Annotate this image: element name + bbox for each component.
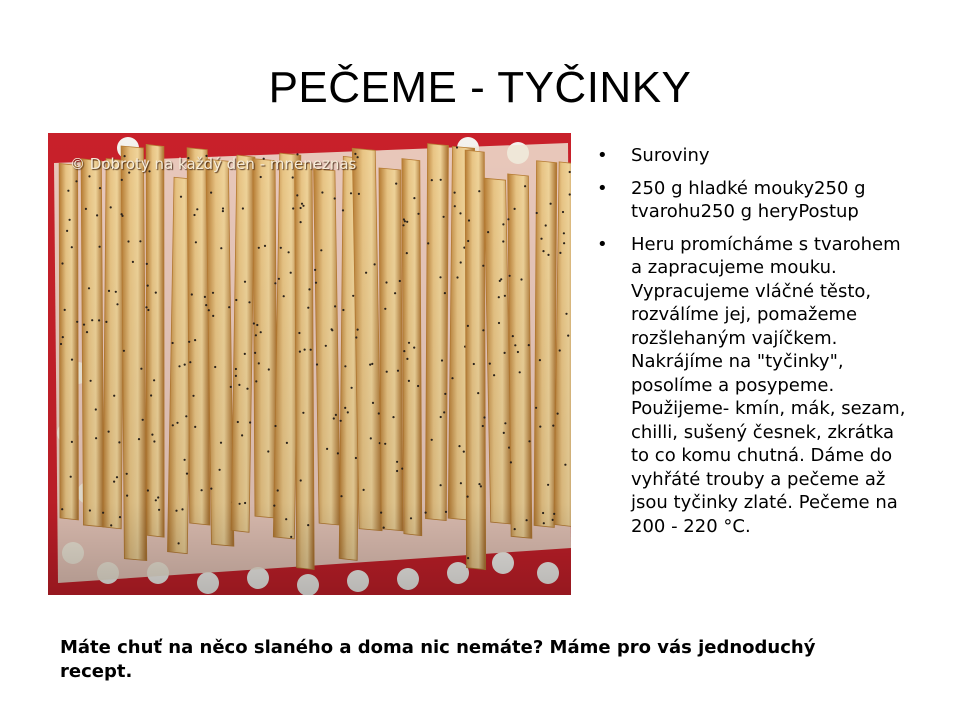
bullet-text: 250 g hladké mouky250 g tvarohu250 g heryPostup xyxy=(631,177,866,222)
bullet-icon: • xyxy=(597,233,608,255)
bullet-text: Suroviny xyxy=(631,145,710,166)
breadsticks-image xyxy=(48,133,571,595)
bullet-text: Heru promícháme s tvarohem a zapracujeme mouku. Vypracujeme vláčné těsto, rozválíme jej, pomažeme rozšlehaným vajíčkem. Nakrájíme na "tyčinky", posolíme a posypeme. Použijeme- kmín, mák, sezam, chilli, sušený česnek, zkrátka to co komu chutná. Dáme do vyhřáté trouby a pečeme až jsou tyčinky zlaté. Pečeme na 200 - 220 °C. xyxy=(631,233,906,537)
ingredients-list xyxy=(597,144,917,547)
bullet-item xyxy=(597,233,917,539)
bullet-icon: • xyxy=(597,177,608,199)
photo-watermark: © Dobroty na každý den - mneneznas xyxy=(70,155,357,173)
breadsticks-photo xyxy=(48,133,571,595)
bullet-item xyxy=(597,177,917,224)
bullet-item xyxy=(597,144,917,168)
footer-caption: Máte chuť na něco slaného a doma nic nemáte? Máme pro vás jednoduchý recept. xyxy=(60,637,816,682)
slide-title: PEČEME - TYČINKY xyxy=(268,63,692,112)
bullet-icon: • xyxy=(597,145,608,166)
